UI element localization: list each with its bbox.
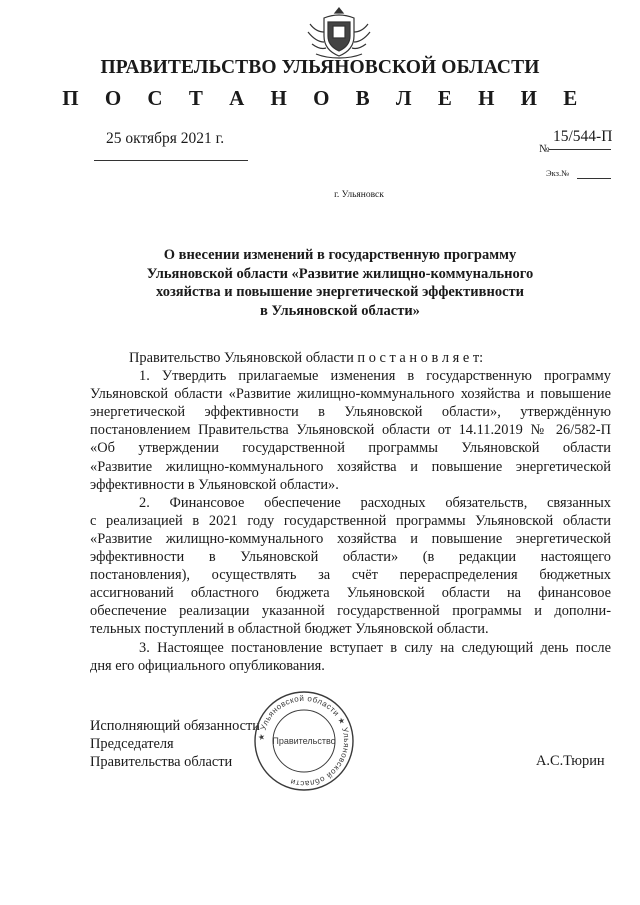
paragraph-2-line: постановления), осуществлять за счёт перераспределения бюджетных — [90, 567, 611, 584]
paragraph-1-line: постановлением Правительства Ульяновской области от 14.11.2019 № 26/582-П — [90, 422, 611, 439]
paragraph-2-line: тельных поступлений в областной бюджет Ульяновской области. — [90, 621, 489, 638]
document-subject — [110, 246, 570, 320]
paragraph-2-line: 2. Финансовое обеспечение расходных обязательств, связанных — [139, 494, 611, 511]
document-date: 25 октября 2021 г. — [106, 130, 225, 147]
stamp-center-text: Правительство — [272, 736, 336, 746]
subject-line: в Ульяновской области» — [260, 302, 420, 319]
paragraph-2-line: эффективности в Ульяновской области» (в редакции настоящего — [90, 549, 611, 566]
document-number: 15/544-П — [553, 128, 613, 145]
paragraph-1-line: 1. Утвердить прилагаемые изменения в государственную программу — [139, 368, 611, 385]
paragraph-1-line: эффективности в Ульяновской области». — [90, 476, 339, 493]
paragraph-1-line: энергетической эффективности в Ульяновской области», утверждённую — [90, 404, 611, 421]
document-body — [90, 349, 611, 675]
signatory-line: Исполняющий обязанности — [90, 718, 261, 734]
stamp-ring-text: ★ Ульяновской области ★ Ульяновской области — [256, 693, 352, 789]
paragraph-1-line: Ульяновской области «Развитие жилищно-коммунального хозяйства и повышение — [90, 386, 611, 403]
signatory-line: Председателя — [90, 736, 174, 753]
copy-number-underline — [577, 178, 611, 179]
paragraph-3-line: дня его официального опубликования. — [90, 657, 325, 674]
paragraph-2-line: «Развитие жилищно-коммунального хозяйства и повышение энергетической — [90, 530, 611, 547]
date-underline — [94, 160, 248, 161]
paragraph-2-line: с реализацией в 2021 году государственной программы Ульяновской области — [90, 512, 611, 529]
signatory-position — [90, 717, 260, 771]
paragraph-3-line: 3. Настоящее постановление вступает в силу на следующий день после — [139, 639, 611, 656]
number-underline — [549, 149, 611, 150]
city-label: г. Ульяновск — [334, 190, 384, 200]
subject-line: О внесении изменений в государственную программу — [163, 247, 517, 263]
number-sign: № — [539, 143, 550, 155]
signatory-line: Правительства области — [90, 754, 233, 771]
paragraph-1-line: «Об утверждении государственной программы Ульяновской области — [90, 440, 611, 457]
subject-line: Ульяновской области «Развитие жилищно-коммунального — [146, 265, 534, 282]
subject-line: хозяйства и повышение энергетической эффективности — [156, 284, 524, 300]
paragraph-1-line: «Развитие жилищно-коммунального хозяйства и повышение энергетической — [90, 458, 611, 475]
signer-name: А.С.Тюрин — [536, 753, 605, 769]
coat-of-arms-icon — [302, 4, 376, 62]
government-title: ПРАВИТЕЛЬСТВО УЛЬЯНОВСКОЙ ОБЛАСТИ — [100, 57, 540, 78]
paragraph-2-line: обеспечение реализации указанной государственной программы и дополни- — [90, 603, 611, 620]
official-stamp — [252, 689, 356, 793]
paragraph-2-line: ассигнований областного бюджета Ульяновской области на финансовое — [90, 585, 611, 602]
body-intro: Правительство Ульяновской области п о с т а н о в л я е т: — [129, 350, 484, 366]
document-type: П О С Т А Н О В Л Е Н И Е — [62, 86, 588, 110]
copy-number-label: Экз.№ — [546, 168, 570, 178]
